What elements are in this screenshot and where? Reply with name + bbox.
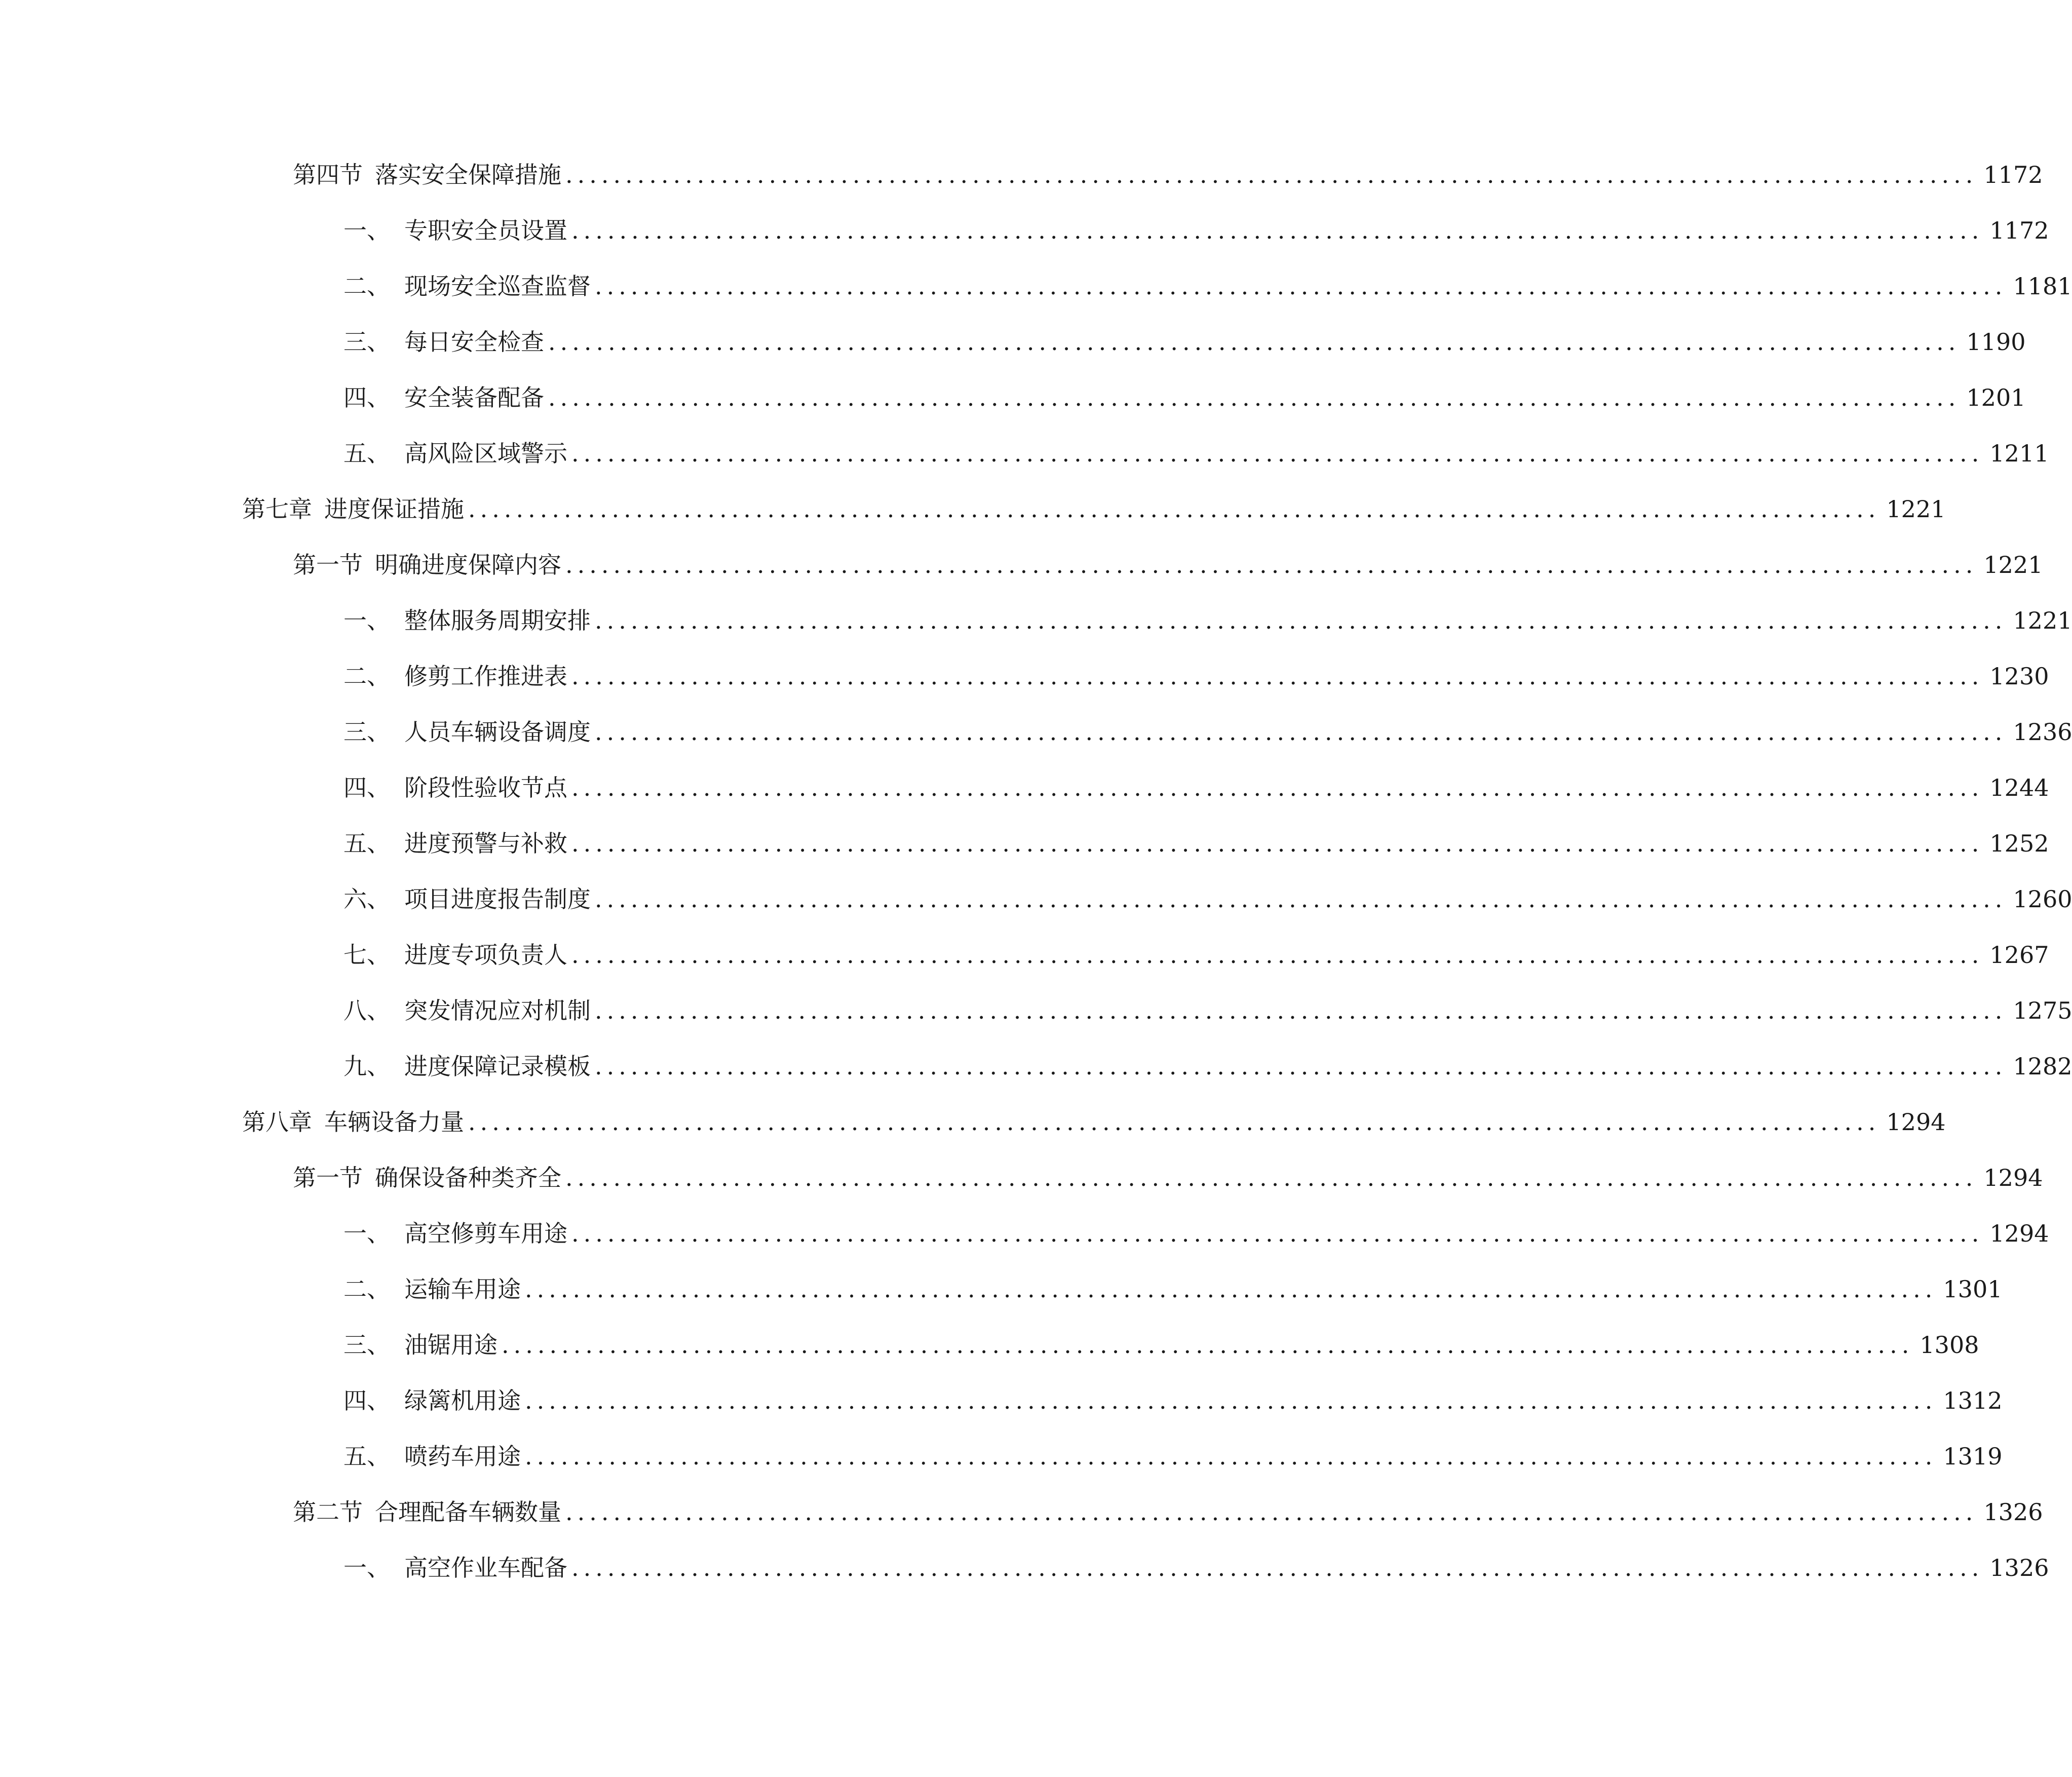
- toc-entry-title: 专职安全员设置: [404, 217, 567, 244]
- toc-entry-number: 第一节: [293, 551, 363, 578]
- toc-entry[interactable]: [343, 1550, 2049, 1586]
- toc-entry-title: 阶段性验收节点: [404, 774, 567, 801]
- toc-entry[interactable]: [343, 1383, 2003, 1418]
- toc-entry-number: 第一节: [293, 1164, 363, 1191]
- toc-entry-page: 1301: [1943, 1276, 2003, 1303]
- toc-entry-page: 1294: [1989, 1220, 2049, 1247]
- toc-dot-leader: ......................................................................................................................: [468, 495, 1881, 523]
- toc-entry[interactable]: [343, 714, 2072, 750]
- toc-entry-title: 进度保障记录模板: [404, 1053, 591, 1080]
- toc-entry-title: 车辆设备力量: [324, 1108, 464, 1136]
- toc-entry-number: 第八章: [242, 1108, 312, 1136]
- toc-entry-page: 1211: [1989, 440, 2049, 467]
- toc-entry-title: 高空修剪车用途: [404, 1220, 567, 1247]
- toc-entry-number: 四、: [343, 774, 390, 801]
- toc-entry-page: 1326: [1983, 1498, 2043, 1526]
- toc-entry-title: 整体服务周期安排: [404, 607, 591, 634]
- toc-entry-number: 四、: [343, 1387, 390, 1414]
- toc-entry[interactable]: [343, 436, 2049, 471]
- toc-dot-leader: ......................................................................................................................: [565, 1498, 1978, 1526]
- toc-dot-leader: ......................................................................................................................: [565, 1164, 1978, 1191]
- toc-dot-leader: ......................................................................................................................: [525, 1276, 1937, 1303]
- toc-dot-leader: ......................................................................................................................: [468, 1108, 1881, 1136]
- toc-dot-leader: ......................................................................................................................: [525, 1443, 1937, 1470]
- toc-dot-leader: ......................................................................................................................: [502, 1331, 1914, 1359]
- toc-entry-title: 明确进度保障内容: [375, 551, 561, 578]
- toc-dot-leader: ......................................................................................................................: [548, 384, 1961, 411]
- toc-entry[interactable]: [242, 491, 1946, 527]
- toc-entry-page: 1319: [1943, 1443, 2003, 1470]
- toc-entry-title: 运输车用途: [404, 1276, 521, 1303]
- toc-entry-number: 一、: [343, 217, 390, 244]
- toc-entry-page: 1236: [2013, 718, 2072, 746]
- toc-entry[interactable]: [343, 268, 2072, 304]
- toc-entry-page: 1181: [2013, 273, 2072, 300]
- toc-dot-leader: ......................................................................................................................: [571, 941, 1984, 969]
- toc-entry-page: 1294: [1886, 1108, 1946, 1136]
- toc-entry[interactable]: [343, 770, 2049, 805]
- toc-entry-title: 喷药车用途: [404, 1443, 521, 1470]
- toc-entry-number: 五、: [343, 440, 390, 467]
- toc-entry[interactable]: [343, 1327, 1979, 1363]
- toc-entry-number: 七、: [343, 941, 390, 969]
- toc-entry-page: 1244: [1989, 774, 2049, 801]
- toc-entry-page: 1267: [1989, 941, 2049, 969]
- toc-entry-title: 落实安全保障措施: [375, 161, 561, 188]
- toc-entry-number: 四、: [343, 384, 390, 411]
- toc-entry[interactable]: [343, 826, 2049, 861]
- toc-dot-leader: ......................................................................................................................: [525, 1387, 1937, 1414]
- toc-entry-number: 第二节: [293, 1498, 363, 1526]
- toc-dot-leader: ......................................................................................................................: [571, 1554, 1984, 1581]
- toc-entry[interactable]: [293, 157, 2043, 192]
- toc-entry-page: 1275: [2013, 997, 2072, 1024]
- toc-entry-number: 一、: [343, 607, 390, 634]
- toc-entry[interactable]: [293, 1494, 2043, 1530]
- toc-dot-leader: ......................................................................................................................: [571, 1220, 1984, 1247]
- toc-entry-title: 现场安全巡查监督: [404, 273, 591, 300]
- toc-entry[interactable]: [343, 1439, 2003, 1474]
- toc-dot-leader: ......................................................................................................................: [571, 440, 1984, 467]
- toc-entry[interactable]: [343, 213, 2049, 248]
- toc-entry[interactable]: [242, 1104, 1946, 1140]
- toc-entry[interactable]: [343, 937, 2049, 973]
- toc-dot-leader: ......................................................................................................................: [571, 663, 1984, 690]
- toc-entry-number: 三、: [343, 1331, 390, 1359]
- toc-entry-number: 五、: [343, 1443, 390, 1470]
- toc-entry[interactable]: [343, 993, 2072, 1028]
- toc-entry-page: 1190: [1966, 328, 2026, 356]
- toc-dot-leader: ......................................................................................................................: [595, 273, 2007, 300]
- toc-entry[interactable]: [343, 1216, 2049, 1251]
- toc-entry-page: 1308: [1920, 1331, 1979, 1359]
- toc-dot-leader: ......................................................................................................................: [595, 997, 2007, 1024]
- toc-entry-title: 高空作业车配备: [404, 1554, 567, 1581]
- toc-entry-number: 一、: [343, 1220, 390, 1247]
- toc-entry-title: 人员车辆设备调度: [404, 718, 591, 746]
- toc-entry[interactable]: [343, 1049, 2072, 1084]
- toc-dot-leader: ......................................................................................................................: [565, 161, 1978, 188]
- toc-entry-title: 进度保证措施: [324, 495, 464, 523]
- toc-dot-leader: ......................................................................................................................: [595, 885, 2007, 913]
- toc-entry-number: 六、: [343, 885, 390, 913]
- toc-entry[interactable]: [343, 881, 2072, 917]
- toc-entry-page: 1201: [1966, 384, 2026, 411]
- toc-entry-page: 1294: [1983, 1164, 2043, 1191]
- toc-entry-number: 二、: [343, 663, 390, 690]
- toc-entry-title: 每日安全检查: [404, 328, 544, 356]
- toc-entry-number: 一、: [343, 1554, 390, 1581]
- toc-entry[interactable]: [343, 1271, 2003, 1307]
- toc-entry-number: 二、: [343, 273, 390, 300]
- toc-entry-title: 确保设备种类齐全: [375, 1164, 561, 1191]
- toc-entry-title: 安全装备配备: [404, 384, 544, 411]
- toc-entry-title: 进度预警与补救: [404, 830, 567, 857]
- toc-entry-page: 1221: [1983, 551, 2043, 578]
- toc-entry[interactable]: [343, 659, 2049, 694]
- toc-entry-page: 1221: [2013, 607, 2072, 634]
- toc-entry-page: 1260: [2013, 885, 2072, 913]
- toc-dot-leader: ......................................................................................................................: [571, 830, 1984, 857]
- toc-dot-leader: ......................................................................................................................: [565, 551, 1978, 578]
- toc-entry-page: 1221: [1886, 495, 1946, 523]
- toc-dot-leader: ......................................................................................................................: [571, 217, 1984, 244]
- toc-dot-leader: ......................................................................................................................: [595, 607, 2007, 634]
- toc-entry-title: 项目进度报告制度: [404, 885, 591, 913]
- toc-entry-page: 1282: [2013, 1053, 2072, 1080]
- toc-entry-number: 五、: [343, 830, 390, 857]
- toc-entry-number: 三、: [343, 718, 390, 746]
- toc-entry-page: 1252: [1989, 830, 2049, 857]
- toc-entry[interactable]: [293, 547, 2043, 583]
- toc-entry-title: 合理配备车辆数量: [375, 1498, 561, 1526]
- toc-entry-page: 1326: [1989, 1554, 2049, 1581]
- toc-entry-title: 高风险区域警示: [404, 440, 567, 467]
- toc-entry-page: 1172: [1983, 161, 2043, 188]
- toc-entry-title: 绿篱机用途: [404, 1387, 521, 1414]
- toc-dot-leader: ......................................................................................................................: [595, 1053, 2007, 1080]
- toc-entry-title: 进度专项负责人: [404, 941, 567, 969]
- toc-entry-number: 第七章: [242, 495, 312, 523]
- toc-entry-title: 修剪工作推进表: [404, 663, 567, 690]
- toc-entry-page: 1312: [1943, 1387, 2003, 1414]
- toc-dot-leader: ......................................................................................................................: [548, 328, 1961, 356]
- toc-entry-number: 八、: [343, 997, 390, 1024]
- toc-entry-title: 油锯用途: [404, 1331, 497, 1359]
- toc-entry-title: 突发情况应对机制: [404, 997, 591, 1024]
- toc-entry-number: 三、: [343, 328, 390, 356]
- toc-entry[interactable]: [343, 324, 2026, 360]
- toc-entry-number: 二、: [343, 1276, 390, 1303]
- toc-entry-page: 1172: [1989, 217, 2049, 244]
- toc-entry-number: 第四节: [293, 161, 363, 188]
- toc-entry[interactable]: [293, 1160, 2043, 1195]
- toc-dot-leader: ......................................................................................................................: [571, 774, 1984, 801]
- toc-dot-leader: ......................................................................................................................: [595, 718, 2007, 746]
- toc-entry-number: 九、: [343, 1053, 390, 1080]
- toc-entry[interactable]: [343, 380, 2026, 415]
- toc-entry-page: 1230: [1989, 663, 2049, 690]
- toc-entry[interactable]: [343, 603, 2072, 638]
